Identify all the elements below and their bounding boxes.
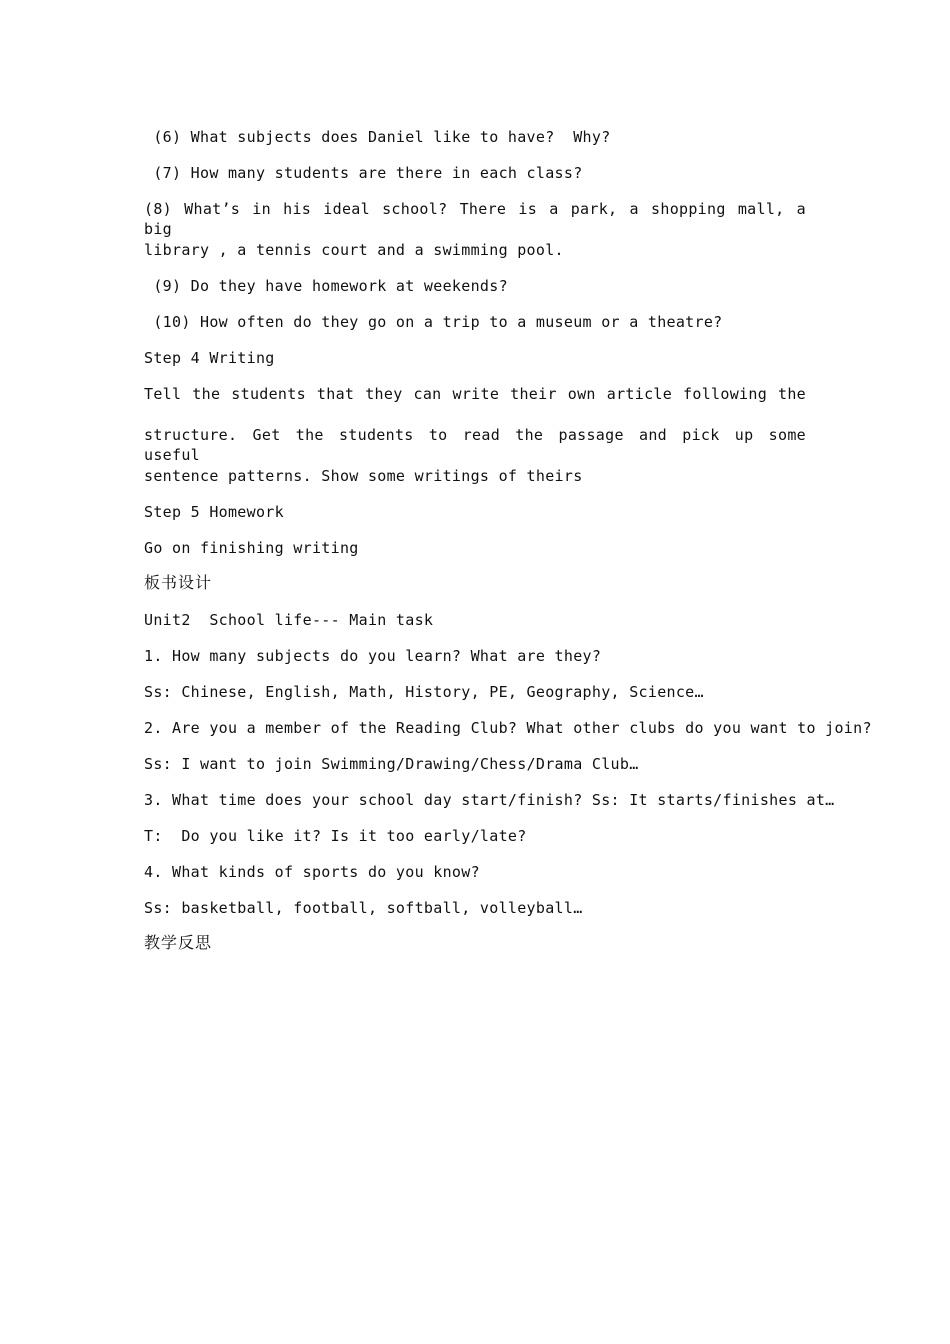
board-question-4: 4. What kinds of sports do you know?: [144, 863, 480, 881]
board-answer-2: Ss: I want to join Swimming/Drawing/Chess/Drama Club…: [144, 755, 639, 773]
board-question-2: 2. Are you a member of the Reading Club? What other clubs do you want to join?: [144, 719, 872, 737]
board-question-3: 3. What time does your school day start/finish? Ss: It starts/finishes at…: [144, 791, 835, 809]
unit-title: Unit2 School life--- Main task: [144, 611, 434, 629]
board-answer-1: Ss: Chinese, English, Math, History, PE, Geography, Science…: [144, 683, 704, 701]
board-answer-4: Ss: basketball, football, softball, volleyball…: [144, 899, 583, 917]
writing-instruction-line-1: Tell the students that they can write their own article following the: [144, 385, 806, 403]
teaching-reflection-heading: 教学反思: [144, 933, 213, 952]
homework-text: Go on finishing writing: [144, 539, 359, 557]
step-4-heading: Step 4 Writing: [144, 349, 275, 367]
writing-instruction-line-2: structure. Get the students to read the passage and pick up some useful: [144, 426, 806, 464]
board-question-1: 1. How many subjects do you learn? What are they?: [144, 647, 602, 665]
board-teacher-line: T: Do you like it? Is it too early/late?: [144, 827, 527, 845]
question-8: (8) What’s in his ideal school? There is a park, a shopping mall, a big: [144, 200, 806, 238]
question-10: (10) How often do they go on a trip to a museum or a theatre?: [144, 313, 723, 331]
blackboard-design-heading: 板书设计: [144, 573, 213, 592]
question-6: (6) What subjects does Daniel like to have? Why?: [144, 128, 611, 146]
step-5-heading: Step 5 Homework: [144, 503, 284, 521]
question-7: (7) How many students are there in each class?: [144, 164, 583, 182]
question-9: (9) Do they have homework at weekends?: [144, 277, 508, 295]
writing-instruction-line-3: sentence patterns. Show some writings of theirs: [144, 467, 583, 485]
question-8-continued: library , a tennis court and a swimming pool.: [144, 241, 564, 259]
